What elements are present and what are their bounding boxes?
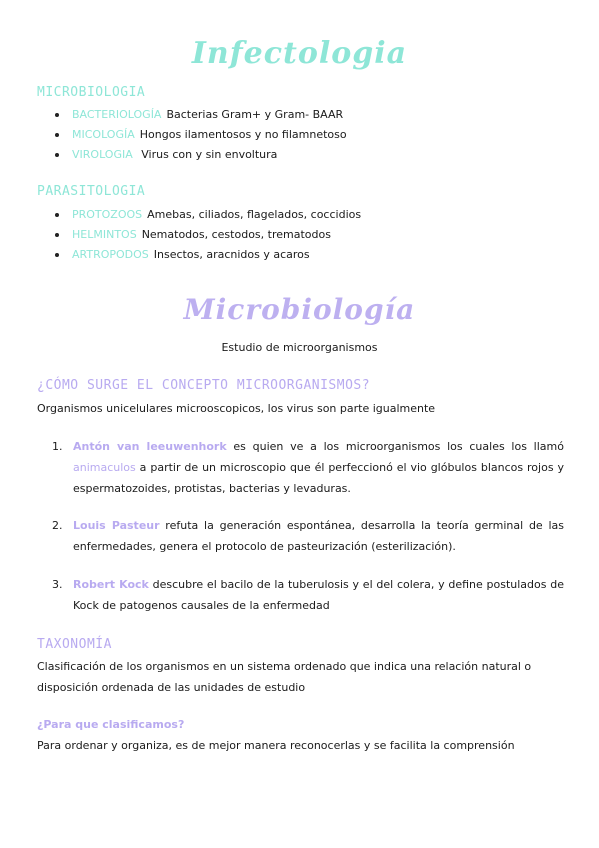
list-item-keyword: VIROLOGIA: [72, 148, 133, 161]
item-keyword: animaculos: [73, 461, 136, 474]
person-name: Louis Pasteur: [73, 519, 160, 532]
item-number: 1.: [52, 440, 63, 453]
list-item-text: Insectos, aracnidos y acaros: [153, 248, 310, 261]
microbiologia-subtitle: Estudio de microorganismos: [221, 341, 378, 354]
list-item-keyword: PROTOZOOS: [72, 208, 143, 221]
bullet-icon: [55, 253, 59, 257]
item-number: 2.: [52, 519, 63, 532]
item-text: descubre el bacilo de la tuberulosis y el del colera, y define postulados de Kock de patogenos causales de la enfermedad: [73, 578, 564, 612]
list-item-text: Nematodos, cestodos, trematodos: [141, 228, 331, 241]
parasitologia-list: [52, 205, 361, 265]
concepto-text: Organismos unicelulares microoscopicos, los virus son parte igualmente: [37, 402, 436, 415]
bullet-icon: [55, 233, 59, 237]
clasificamos-question: ¿Para que clasificamos?: [37, 718, 185, 731]
microbiologia-list: [52, 105, 347, 165]
item-text: es quien ve a los microorganismos los cuales los llamó: [226, 440, 564, 453]
page-title: Infectologia: [191, 36, 408, 71]
taxonomia-heading: TAXONOMÍA: [37, 637, 112, 652]
person-name: Robert Kock: [73, 578, 149, 591]
microbiologia-title: Microbiología: [183, 293, 416, 326]
clasificamos-answer: Para ordenar y organiza, es de mejor manera reconocerlas y se facilita la comprensión: [37, 739, 515, 752]
list-item: [52, 145, 347, 165]
bullet-icon: [55, 153, 59, 157]
list-item-text: Virus con y sin envoltura: [137, 148, 278, 161]
list-item-keyword: ARTROPODOS: [72, 248, 149, 261]
list-item-keyword: BACTERIOLOGÍA: [72, 108, 162, 121]
item-number: 3.: [52, 578, 63, 591]
numbered-item: [52, 436, 564, 499]
list-item: [52, 225, 361, 245]
list-item: [52, 125, 347, 145]
list-item-text: Hongos ilamentosos y no filamnetoso: [139, 128, 347, 141]
parasitologia-heading: PARASITOLOGIA: [37, 184, 146, 199]
list-item-keyword: MICOLOGÍA: [72, 128, 135, 141]
taxonomia-text: Clasificación de los organismos en un sistema ordenado que indica una relación natural o disposición ordenada de las unidades de estudio: [37, 660, 532, 694]
list-item-text: Bacterias Gram+ y Gram- BAAR: [166, 108, 344, 121]
bullet-icon: [55, 213, 59, 217]
list-item-keyword: HELMINTOS: [72, 228, 137, 241]
list-item: [52, 245, 361, 265]
microbiologia-heading: MICROBIOLOGIA: [37, 85, 146, 100]
item-text: refuta la generación espontánea, desarrolla la teoría germinal de las enfermedades, genera el protocolo de pasteurización (esterilización).: [73, 519, 564, 553]
concepto-heading: ¿CÓMO SURGE EL CONCEPTO MICROORGANISMOS?: [37, 378, 371, 393]
person-name: Antón van leeuwenhork: [73, 440, 227, 453]
bullet-icon: [55, 133, 59, 137]
bullet-icon: [55, 113, 59, 117]
item-text: a partir de un microscopio que él perfeccionó el vio glóbulos blancos rojos y espermatozoides, protistas, bacterias y levaduras.: [73, 461, 564, 495]
list-item-text: Amebas, ciliados, flagelados, coccidios: [147, 208, 362, 221]
list-item: [52, 205, 361, 225]
numbered-item: [52, 515, 564, 557]
numbered-item: [52, 574, 564, 616]
list-item: [52, 105, 347, 125]
